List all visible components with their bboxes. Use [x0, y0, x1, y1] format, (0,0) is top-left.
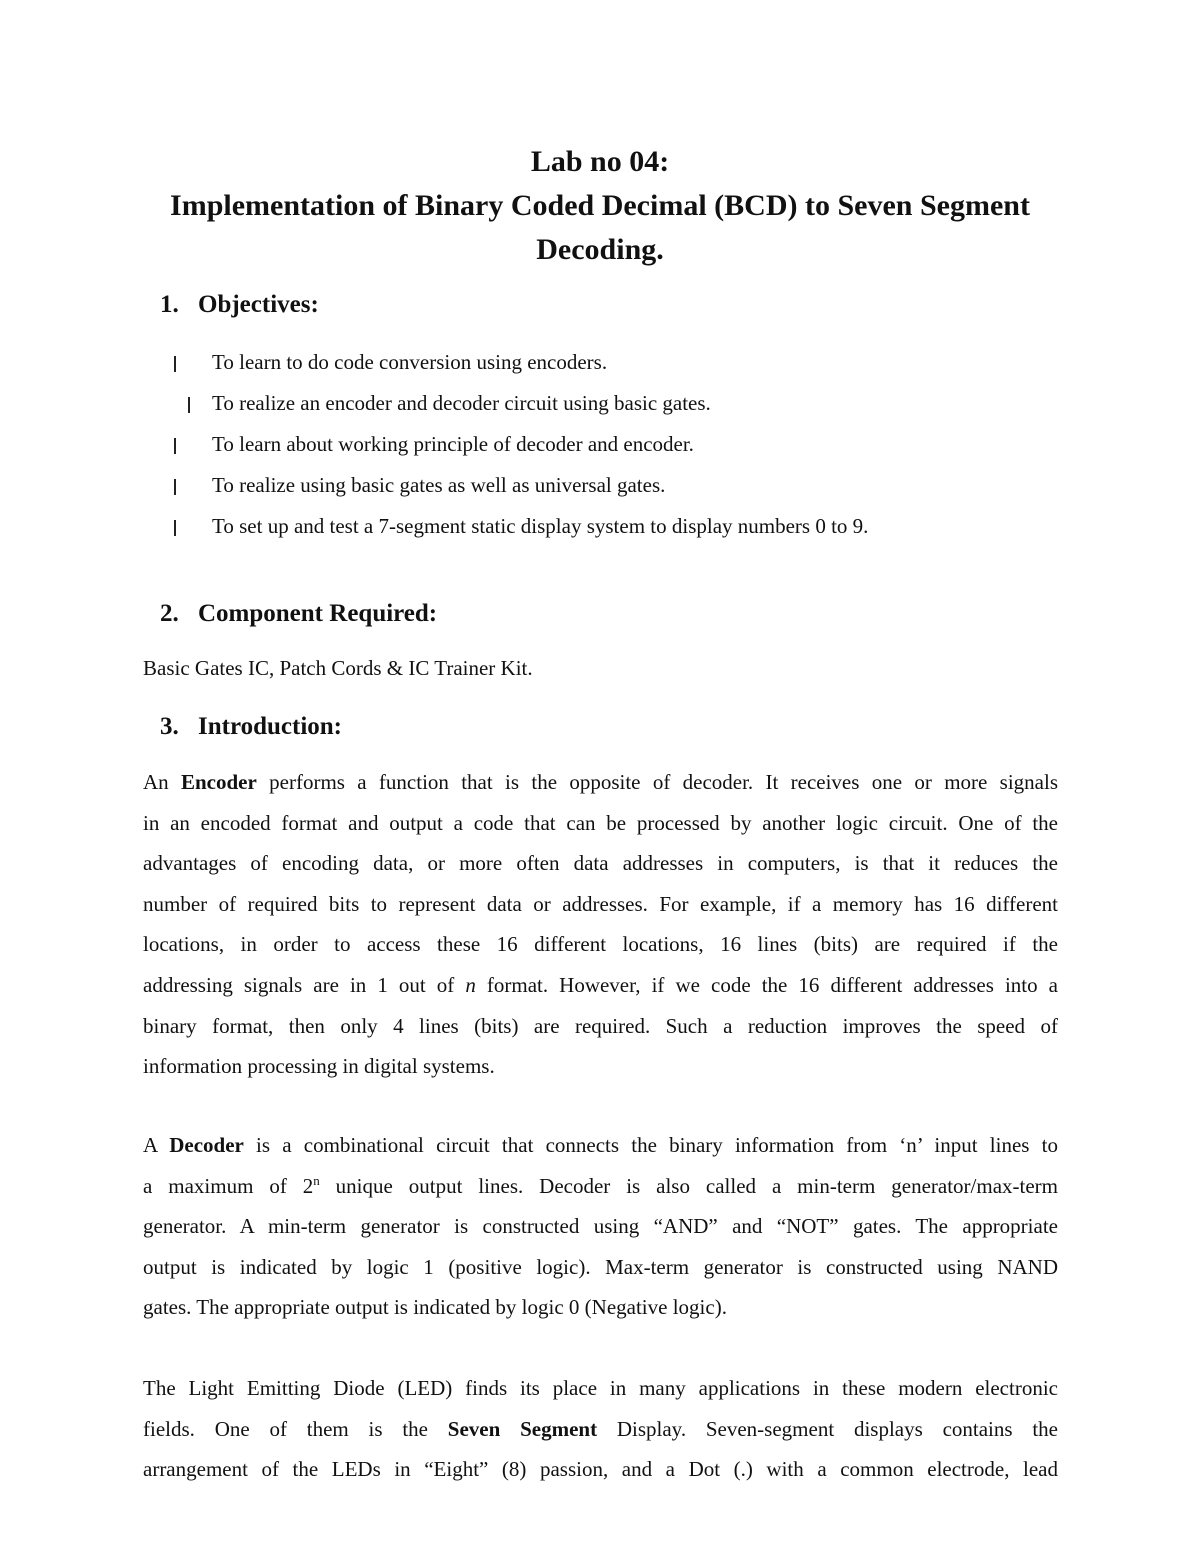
lab-number-title: Lab no 04:	[530, 145, 670, 178]
components-number: 2.	[160, 600, 179, 627]
lab-title-line-1: Implementation of Binary Coded Decimal (BCD) to Seven Segment	[170, 189, 1030, 222]
paragraph-line: gates. The appropriate output is indicated by logic 0 (Negative logic).	[143, 1295, 727, 1320]
bullet-icon	[188, 397, 190, 413]
paragraph-line: addressing signals are in 1 out of n format. However, if we code the 16 different addresses into a	[143, 972, 1058, 997]
list-item: To realize an encoder and decoder circuit using basic gates.	[170, 383, 1070, 424]
bullet-icon	[174, 479, 176, 495]
objectives-heading	[160, 290, 319, 320]
paragraph-line: fields. One of them is the Seven Segment Display. Seven-segment displays contains the	[143, 1416, 1058, 1441]
list-item: To learn about working principle of decoder and encoder.	[170, 424, 1070, 465]
list-item: To learn to do code conversion using encoders.	[170, 342, 1070, 383]
bullet-icon	[174, 356, 176, 372]
list-item: To realize using basic gates as well as universal gates.	[170, 465, 1070, 506]
components-text: Basic Gates IC, Patch Cords & IC Trainer Kit.	[143, 656, 533, 680]
paragraph-line: locations, in order to access these 16 different locations, 16 lines (bits) are required if the	[143, 932, 1058, 957]
paragraph-line: generator. A min-term generator is constructed using “AND” and “NOT” gates. The appropriate	[143, 1214, 1058, 1239]
seven-segment-paragraph	[143, 1368, 1058, 1490]
paragraph-line: a maximum of 2$^n$ unique output lines. Decoder is also called a min-term generator/max-term	[143, 1172, 1058, 1198]
encoder-paragraph	[143, 762, 1058, 1087]
paragraph-line: information processing in digital systems.	[143, 1054, 495, 1079]
paragraph-line: arrangement of the LEDs in “Eight” (8) passion, and a Dot (.) with a common electrode, lead	[143, 1457, 1058, 1482]
paragraph-line: binary format, then only 4 lines (bits) are required. Such a reduction improves the speed of	[143, 1013, 1058, 1038]
components-heading	[160, 599, 437, 629]
paragraph-line: An Encoder performs a function that is the opposite of decoder. It receives one or more signals	[143, 770, 1059, 794]
components-heading-text: Component Required:	[198, 600, 438, 627]
bullet-icon	[174, 438, 176, 454]
introduction-heading-text: Introduction:	[198, 713, 343, 740]
paragraph-line: in an encoded format and output a code that can be processed by another logic circuit. One of the	[143, 810, 1058, 835]
objectives-number: 1.	[160, 291, 179, 318]
paragraph-line: output is indicated by logic 1 (positive logic). Max-term generator is constructed using NAND	[143, 1254, 1058, 1279]
list-item: To set up and test a 7-segment static display system to display numbers 0 to 9.	[170, 506, 1070, 547]
paragraph-line: The Light Emitting Diode (LED) finds its place in many applications in these modern electronic	[143, 1376, 1058, 1400]
lab-title-line-2: Decoding.	[536, 233, 664, 266]
objectives-list	[170, 342, 1070, 547]
paragraph-line: number of required bits to represent data or addresses. For example, if a memory has 16 different	[143, 891, 1058, 916]
introduction-heading	[160, 712, 342, 742]
paragraph-line: advantages of encoding data, or more often data addresses in computers, is that it reduces the	[143, 851, 1058, 876]
introduction-number: 3.	[160, 713, 179, 740]
bullet-icon	[174, 520, 176, 536]
title-block	[100, 140, 1100, 272]
paragraph-line: A Decoder is a combinational circuit that connects the binary information from ‘n’ input lines to	[143, 1133, 1058, 1157]
decoder-paragraph	[143, 1125, 1058, 1328]
objectives-heading-text: Objectives:	[198, 291, 319, 318]
